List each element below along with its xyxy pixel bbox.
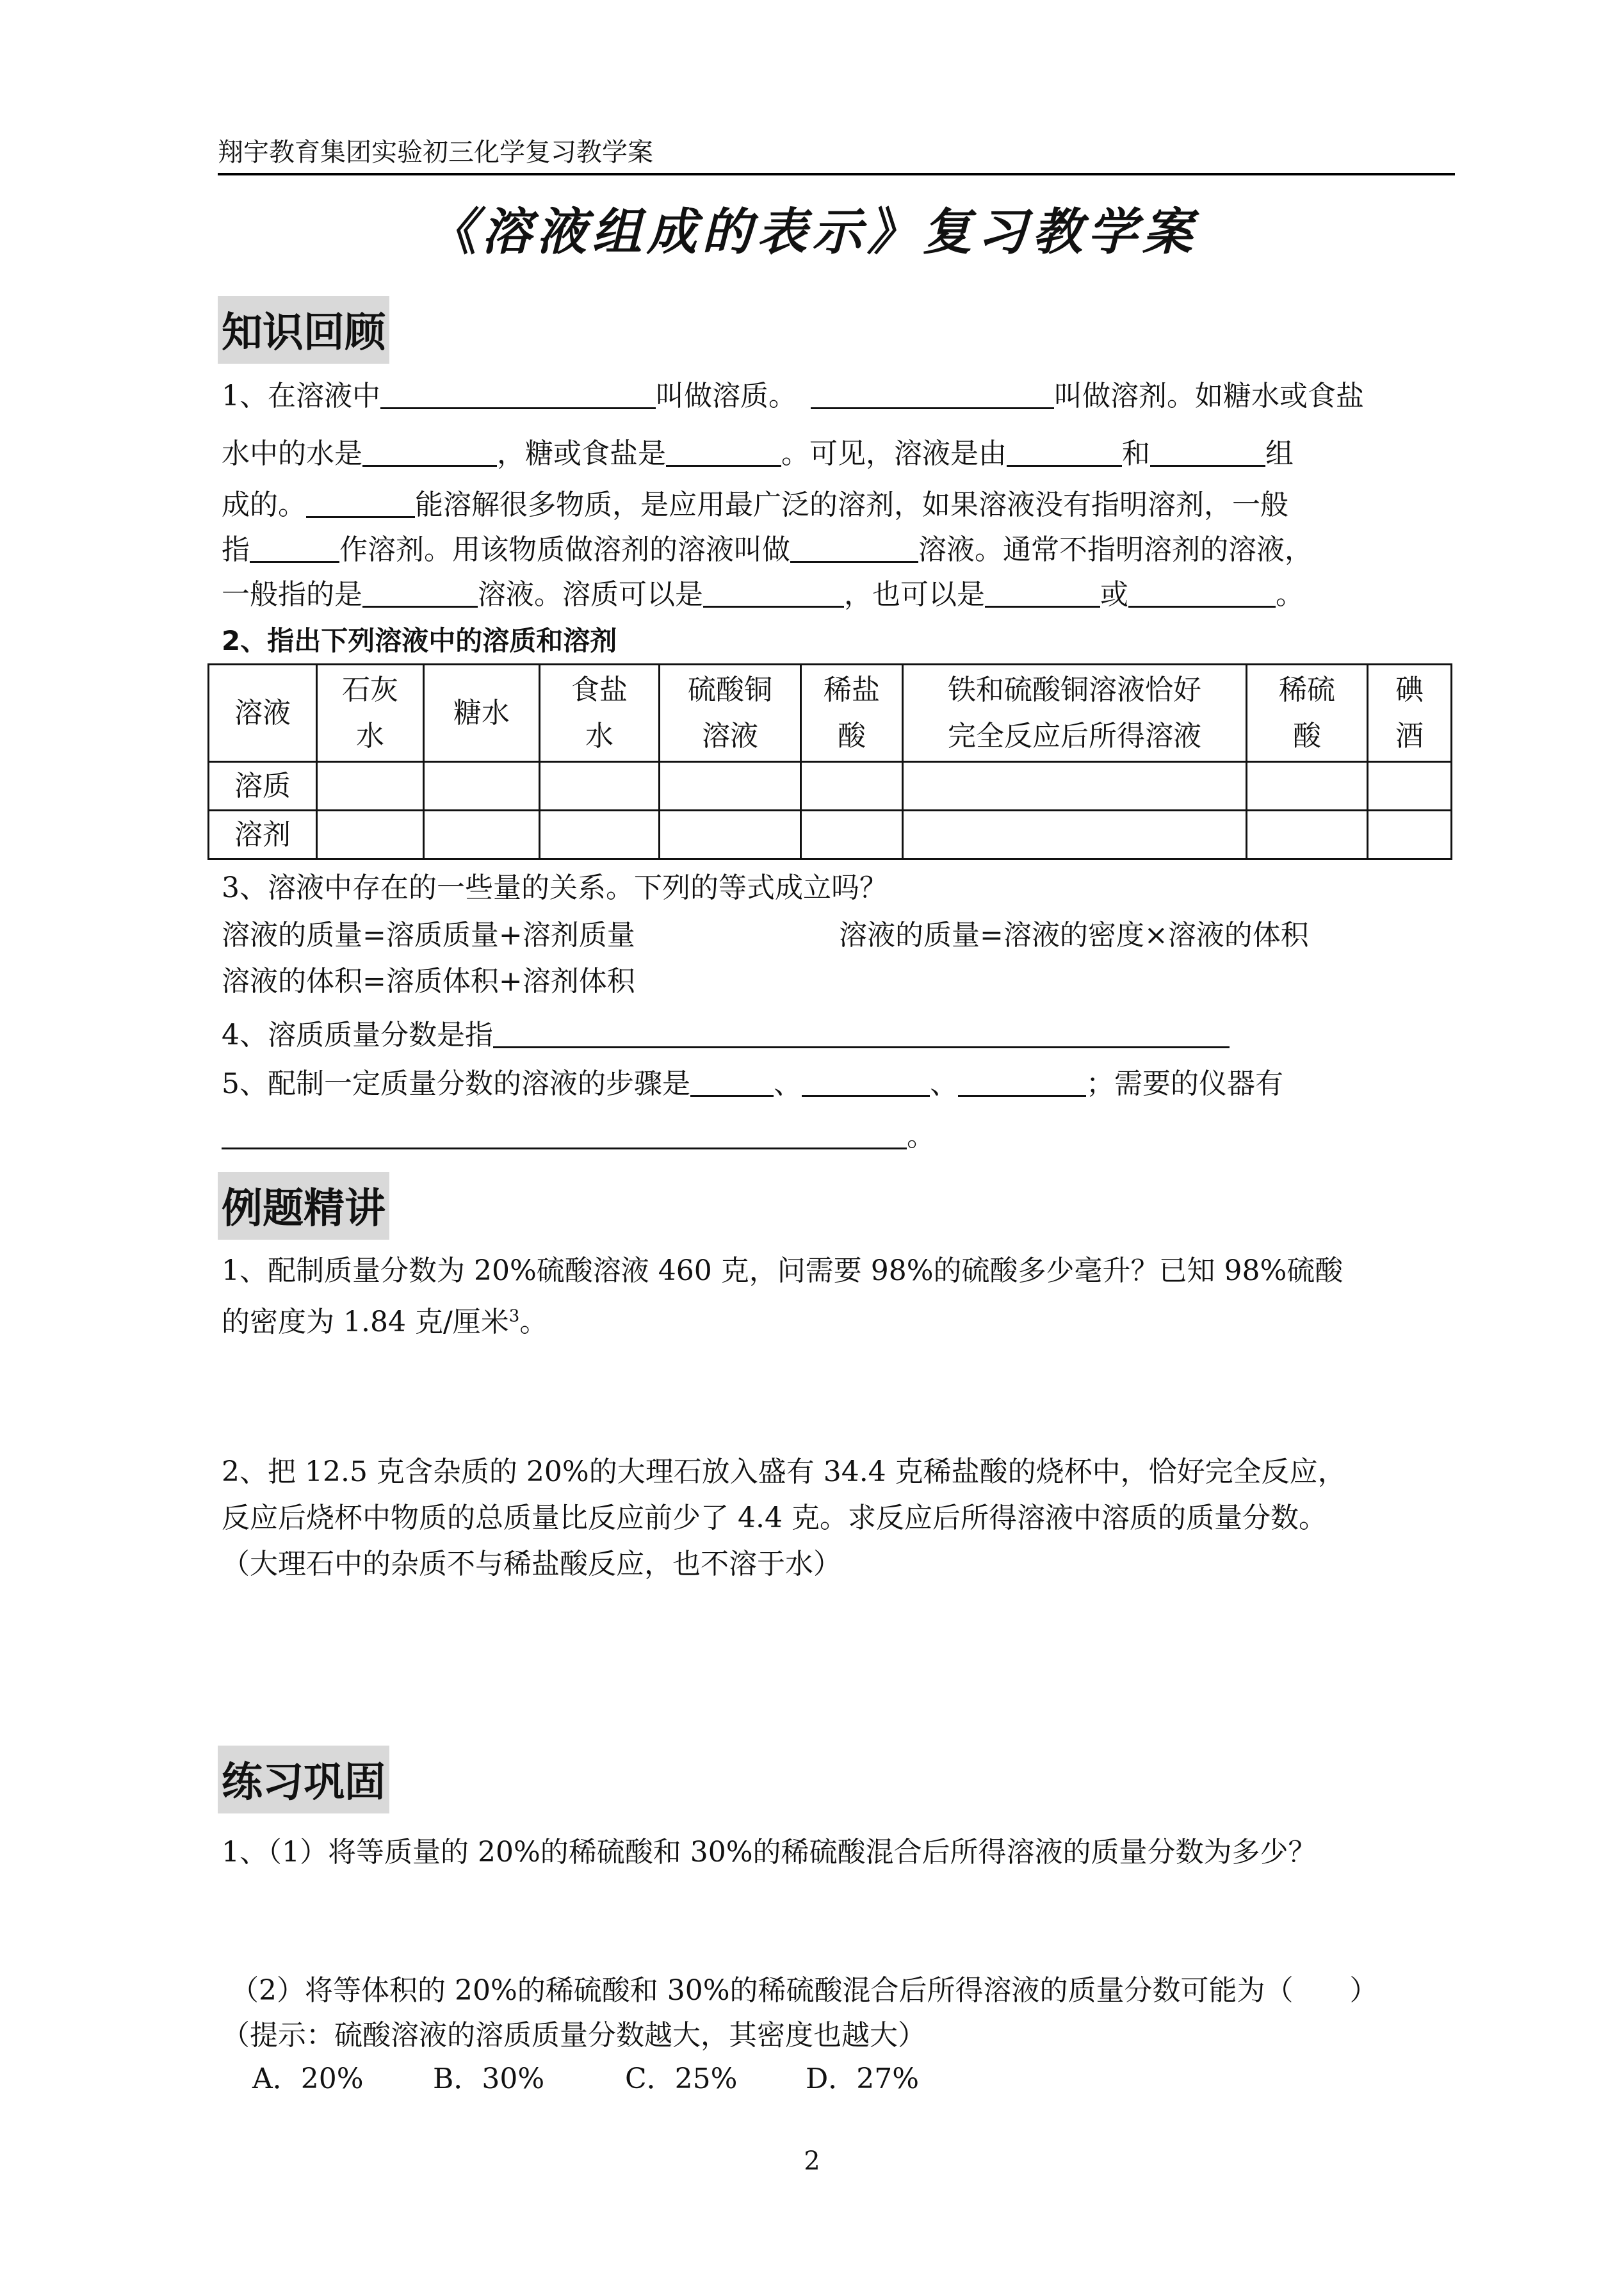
text: 作溶剂。用该物质做溶剂的溶液叫做 — [339, 533, 790, 566]
text: ，糖或食盐是 — [497, 437, 666, 470]
review-q1-line2 — [222, 430, 1294, 471]
answer-cell[interactable] — [903, 762, 1247, 811]
column-label-line: 稀盐 — [824, 673, 880, 706]
answer-cell[interactable] — [540, 811, 660, 859]
practice-options — [252, 2056, 919, 2096]
text: 和 — [1122, 437, 1150, 470]
option-d[interactable]: D．27% — [806, 2063, 920, 2095]
review-q3-eq2: 溶液的质量=溶液的密度×溶液的体积 — [839, 919, 1309, 952]
review-q1-line5 — [222, 571, 1304, 612]
answer-cell[interactable] — [317, 811, 424, 859]
review-q3-eq1: 溶液的质量=溶质质量+溶剂质量 — [222, 919, 635, 952]
review-q3-title: 3、溶液中存在的一些量的关系。下列的等式成立吗？ — [222, 872, 888, 904]
option-a[interactable]: A．20% — [252, 2063, 364, 2095]
row-label: 溶液 — [209, 665, 317, 762]
column-label-line: 碘 — [1395, 673, 1424, 706]
answer-cell[interactable] — [424, 811, 540, 859]
section-examples-heading: 例题精讲 — [218, 1172, 389, 1240]
row-label: 溶剂 — [209, 811, 317, 859]
blank[interactable] — [811, 382, 1054, 409]
blank[interactable] — [958, 1069, 1086, 1097]
column-label-line: 糖水 — [453, 696, 510, 729]
review-q1-line1 — [222, 373, 1364, 414]
text: 能溶解很多物质，是应用最广泛的溶剂，如果溶液没有指明溶剂，一般 — [415, 489, 1288, 521]
table-row-solvent — [209, 811, 1452, 859]
text: 。 — [907, 1120, 935, 1153]
review-q5-line1 — [222, 1060, 1283, 1101]
text: 水中的水是 — [222, 437, 362, 470]
review-q2-title: 2、指出下列溶液中的溶质和溶剂 — [222, 625, 617, 656]
table-header-cell — [1247, 665, 1368, 762]
blank[interactable] — [666, 439, 781, 467]
answer-cell[interactable] — [660, 762, 801, 811]
blank[interactable] — [790, 535, 918, 563]
column-label-line: 酸 — [838, 719, 866, 752]
review-q3-eq3: 溶液的体积=溶质体积+溶剂体积 — [222, 965, 635, 998]
text: 指 — [222, 533, 250, 566]
text: 。 — [1276, 578, 1304, 611]
text: 溶液。通常不指明溶剂的溶液， — [918, 533, 1313, 566]
example-2-line1: 2、把 12.5 克含杂质的 20%的大理石放入盛有 34.4 克稀盐酸的烧杯中，恰好完全反应， — [222, 1456, 1346, 1488]
answer-cell[interactable] — [801, 811, 903, 859]
column-label-line: 水 — [585, 719, 613, 752]
table-header-cell — [540, 665, 660, 762]
text: ；需要的仪器有 — [1086, 1067, 1283, 1100]
blank[interactable] — [703, 580, 844, 608]
column-label-line: 铁和硫酸铜溶液恰好 — [948, 673, 1201, 706]
text: 、 — [774, 1067, 802, 1100]
column-label-line: 稀硫 — [1279, 673, 1335, 706]
column-label-line: 酸 — [1293, 719, 1321, 752]
text: 、 — [930, 1067, 958, 1100]
solution-table — [207, 663, 1452, 860]
answer-cell[interactable] — [540, 762, 660, 811]
page-title: 《溶液组成的表示》复习教学案 — [426, 203, 1198, 261]
blank[interactable] — [380, 382, 656, 409]
blank[interactable] — [306, 491, 415, 518]
table-row-solution — [209, 665, 1452, 762]
page-number: 2 — [804, 2146, 820, 2176]
option-b[interactable]: B．30% — [433, 2063, 545, 2095]
column-label-line: 溶液 — [702, 719, 758, 752]
blank[interactable] — [493, 1021, 1230, 1048]
blank[interactable] — [1128, 580, 1276, 608]
practice-hint: （提示：硫酸溶液的溶质质量分数越大，其密度也越大） — [222, 2019, 926, 2052]
page-header: 翔宇教育集团实验初三化学复习教学案 — [218, 138, 653, 167]
text: 叫做溶剂。如糖水或食盐 — [1054, 380, 1364, 412]
column-label-line: 水 — [356, 719, 384, 752]
text: 的密度为 1.84 克/厘米 — [222, 1306, 509, 1338]
text: 溶液。溶质可以是 — [478, 578, 703, 611]
text: 一般指的是 — [222, 578, 362, 611]
table-header-cell — [424, 665, 540, 762]
option-c[interactable]: C．25% — [625, 2063, 738, 2095]
column-label-line: 硫酸铜 — [688, 673, 772, 706]
text: 5、配制一定质量分数的溶液的步骤是 — [222, 1067, 690, 1100]
practice-q1: 1、（1）将等质量的 20%的稀硫酸和 30%的稀硫酸混合后所得溶液的质量分数为多少？ — [222, 1836, 1317, 1869]
blank[interactable] — [250, 535, 339, 563]
blank[interactable] — [1150, 439, 1265, 467]
example-2-line3: （大理石中的杂质不与稀盐酸反应，也不溶于水） — [222, 1548, 841, 1580]
text: 成的。 — [222, 489, 306, 521]
example-1-line2 — [222, 1299, 548, 1340]
text: 。可见，溶液是由 — [781, 437, 1007, 470]
text: 组 — [1265, 437, 1294, 470]
text: 4、溶质质量分数是指 — [222, 1019, 493, 1051]
column-label-line: 完全反应后所得溶液 — [948, 719, 1201, 752]
review-q5-line2 — [222, 1113, 935, 1154]
section-practice-heading: 练习巩固 — [218, 1746, 389, 1813]
text: 。 — [519, 1306, 548, 1338]
text: 或 — [1100, 578, 1128, 611]
example-1-line1: 1、配制质量分数为 20%硫酸溶液 460 克，问需要 98%的硫酸多少毫升？已知 98%硫酸 — [222, 1254, 1344, 1287]
row-label: 溶质 — [209, 762, 317, 811]
answer-cell[interactable] — [424, 762, 540, 811]
column-label-line: 酒 — [1395, 719, 1424, 752]
review-q4 — [222, 1012, 1230, 1053]
text: 叫做溶质。 — [656, 380, 797, 412]
table-header-cell — [801, 665, 903, 762]
answer-cell[interactable] — [801, 762, 903, 811]
blank[interactable] — [690, 1069, 774, 1097]
superscript: 3 — [508, 1306, 520, 1326]
text: ，也可以是 — [844, 578, 985, 611]
answer-cell[interactable] — [1368, 811, 1452, 859]
table-header-cell — [317, 665, 424, 762]
section-review-heading: 知识回顾 — [218, 296, 389, 364]
table-header-cell — [1368, 665, 1452, 762]
blank[interactable] — [1007, 439, 1122, 467]
answer-cell[interactable] — [660, 811, 801, 859]
answer-cell[interactable] — [1368, 762, 1452, 811]
table-row-solute — [209, 762, 1452, 811]
blank[interactable] — [222, 1122, 907, 1149]
blank[interactable] — [362, 580, 478, 608]
table-header-cell — [903, 665, 1247, 762]
example-2-line2: 反应后烧杯中物质的总质量比反应前少了 4.4 克。求反应后所得溶液中溶质的质量分数。 — [222, 1502, 1327, 1534]
answer-cell[interactable] — [903, 811, 1247, 859]
review-q1-line4 — [222, 526, 1313, 567]
column-label-line: 石灰 — [342, 673, 398, 706]
blank[interactable] — [985, 580, 1100, 608]
text: 1、在溶液中 — [222, 380, 380, 412]
answer-cell[interactable] — [1247, 811, 1368, 859]
answer-cell[interactable] — [317, 762, 424, 811]
answer-cell[interactable] — [1247, 762, 1368, 811]
header-rule — [218, 173, 1455, 175]
practice-q2: （2）将等体积的 20%的稀硫酸和 30%的稀硫酸混合后所得溶液的质量分数可能为（ ） — [231, 1974, 1378, 2007]
table-header-cell — [660, 665, 801, 762]
blank[interactable] — [802, 1069, 930, 1097]
review-q1-line3 — [222, 482, 1288, 523]
blank[interactable] — [362, 439, 497, 467]
column-label-line: 食盐 — [571, 673, 628, 706]
